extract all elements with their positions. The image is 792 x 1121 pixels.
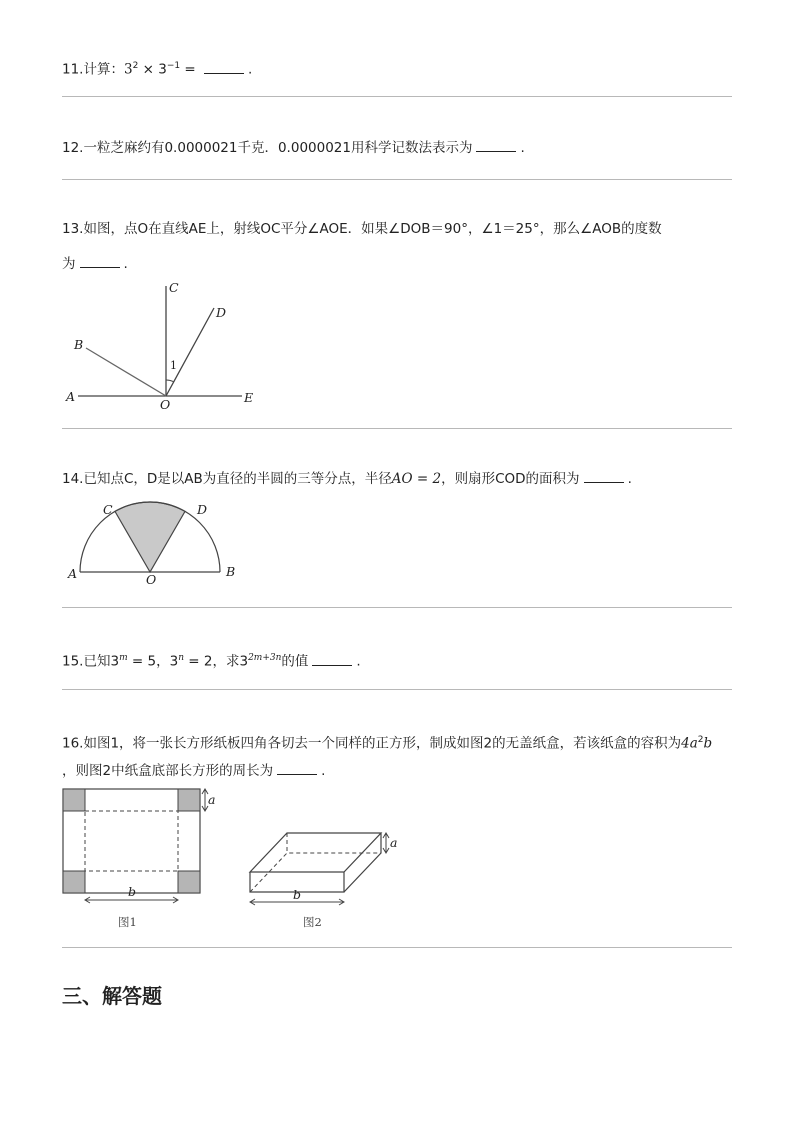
math-base: 3 <box>123 61 133 78</box>
question-11: 11.计算：$3^2 \times 3^{-1}$ = . <box>62 61 253 78</box>
corner-square <box>63 789 85 811</box>
corner-square <box>178 789 200 811</box>
ray-ob <box>86 348 166 396</box>
divider <box>62 947 732 948</box>
answer-blank[interactable] <box>277 762 317 775</box>
question-15: 15.已知$3^m = 5$，$3^n = 2$，求$3^{2m+3n}$的值 . <box>62 653 361 670</box>
label-angle-1: 1 <box>170 359 177 372</box>
answer-blank[interactable] <box>80 255 120 268</box>
label-b: b <box>293 887 302 902</box>
label-o: O <box>146 572 157 587</box>
answer-blank[interactable] <box>204 61 244 74</box>
figure-caption: 图2 <box>303 915 322 929</box>
label-d: D <box>216 305 227 320</box>
divider <box>62 428 732 429</box>
label-b: B <box>74 337 84 352</box>
label-b: b <box>128 884 137 899</box>
answer-blank[interactable] <box>584 470 624 483</box>
label-c: C <box>169 280 179 295</box>
box-side <box>344 833 381 892</box>
corner-square <box>63 871 85 893</box>
figure-1 <box>60 786 230 936</box>
label-e: E <box>244 390 254 405</box>
divider <box>62 689 732 690</box>
semicircle-figure <box>66 498 246 588</box>
angle-arc <box>166 380 174 382</box>
label-a: A <box>68 566 78 581</box>
divider <box>62 607 732 608</box>
figure-2 <box>245 826 415 936</box>
sector-cod <box>115 502 185 572</box>
label-a: A <box>66 389 76 404</box>
fold-lines <box>85 811 178 871</box>
ray-od <box>166 308 214 396</box>
label-c: C <box>103 502 113 517</box>
hidden-edges <box>250 833 381 892</box>
label-a: a <box>390 835 398 850</box>
question-13-line1: 13.如图，点O在直线AE上，射线OC平分∠AOE．如果∠DOB＝90°，∠1＝25°，那么∠AOB的度数 <box>62 221 662 237</box>
question-14: 14.已知点C，D是以AB为直径的半圆的三等分点，半径AO = 2，则扇形COD的面积为 . <box>62 471 632 487</box>
question-13-line2: 为 . <box>62 256 128 272</box>
angle-figure <box>60 278 270 413</box>
answer-blank[interactable] <box>312 653 352 666</box>
question-12: 12.一粒芝麻约有0.0000021千克．0.0000021用科学记数法表示为 . <box>62 140 525 156</box>
question-16-line1: 16.如图1，将一张长方形纸板四角各切去一个同样的正方形，制成如图2的无盖纸盒，若该纸盒的容积为$4a^2b$ <box>62 735 713 752</box>
label-a: a <box>208 792 216 807</box>
divider <box>62 96 732 97</box>
label-b: B <box>226 564 236 579</box>
corner-square <box>178 871 200 893</box>
label-d: D <box>197 502 208 517</box>
divider <box>62 179 732 180</box>
figure-caption: 图1 <box>118 915 137 929</box>
math-exponent: 2 <box>132 61 139 71</box>
math-expression: AO = 2 <box>391 471 442 487</box>
question-16-line2: ，则图2中纸盒底部长方形的周长为 . <box>62 763 326 779</box>
answer-blank[interactable] <box>476 139 516 152</box>
label-o: O <box>160 397 171 412</box>
section-heading: 三、解答题 <box>62 984 162 1008</box>
